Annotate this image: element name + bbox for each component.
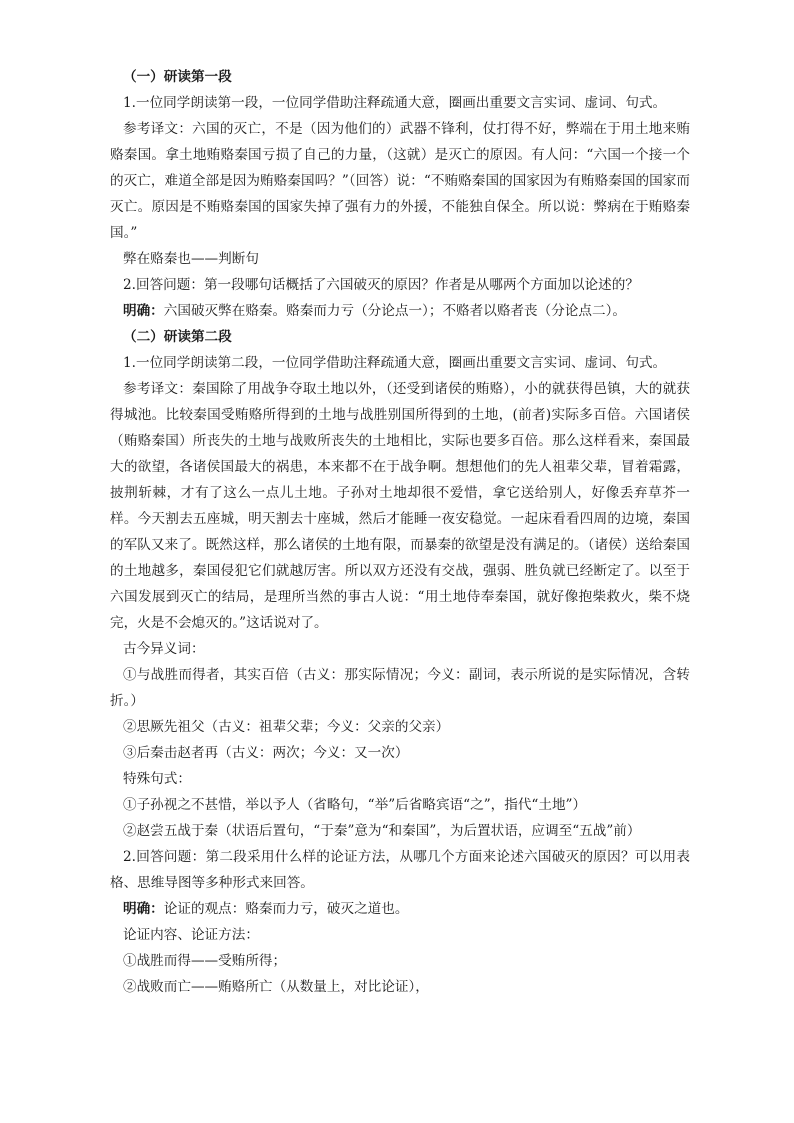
ancient-modern-title: 古今异义词： xyxy=(123,641,205,657)
section-1-task-1: 1.一位同学朗读第一段，一位同学借助注释疏通大意，圈画出重要文言实词、虚词、句式。 xyxy=(123,95,667,111)
answer-label: 明确： xyxy=(123,303,164,319)
ancient-modern-item: ③后秦击赵者再（古义：两次；今义：又一次） xyxy=(123,745,409,761)
answer-text: 论证的观点：赂秦而力亏，破灭之道也。 xyxy=(163,901,409,917)
argument-item: ②战败而亡——贿赂所亡（从数量上，对比论证）， xyxy=(123,979,429,995)
section-2-task-1: 1.一位同学朗读第二段，一位同学借助注释疏通大意，圈画出重要文言实词、虚词、句式。 xyxy=(123,355,667,371)
section-2-translation: 参考译文：秦国除了用战争夺取土地以外，（还受到诸侯的贿赂），小的就获得邑镇，大的就获得城池。比较秦国受贿赂所得到的土地与战胜别国所得到的土地，(前者)实际多百倍。六国诸侯（贿赂秦国）所丧失的土地与战败所丧失的土地相比，实际也要多百倍。那么这样看来，秦国最大的欲望，各诸侯国最大的祸患，本来都不在于战争啊。想想他们的先人祖辈父辈，冒着霜露，披荆斩棘，才有了这么一点儿土地。子孙对土地却很不爱惜，拿它送给别人，好像丢弃草芥一样。今天割去五座城，明天割去十座城，然后才能睡一夜安稳觉。一起床看看四周的边境，秦国的军队又来了。既然这样，那么诸侯的土地有限，而暴秦的欲望是没有满足的。（诸侯）送给秦国的土地越多，秦国侵犯它们就越厉害。所以双方还没有交战，强弱、胜负就已经断定了。以至于六国发展到灭亡的结局，是理所当然的事古人说：“用土地侍奉秦国，就好像抱柴救火，柴不烧完，火是不会熄灭的。”这话说对了。 xyxy=(110,381,690,631)
argument-item: ①战胜而得——受贿所得； xyxy=(123,953,287,969)
special-syntax-item: ①子孙视之不甚惜，举以予人（省略句，“举”后省略宾语“之”，指代“土地”） xyxy=(123,797,587,813)
section-1-sentence-note: 弊在赂秦也——判断句 xyxy=(123,251,259,267)
section-1-answer xyxy=(110,298,690,324)
argument-title: 论证内容、论证方法： xyxy=(123,927,259,943)
answer-text: 六国破灭弊在赂秦。赂秦而力亏（分论点一）；不赂者以赂者丧（分论点二）。 xyxy=(163,303,626,319)
ancient-modern-item: ①与战胜而得者，其实百倍（古义：那实际情况；今义：副词，表示所说的是实际情况，含转折。） xyxy=(110,667,690,709)
section-2-task-2: 2.回答问题：第二段采用什么样的论证方法，从哪几个方面来论述六国破灭的原因？可以用表格、思维导图等多种形式来回答。 xyxy=(110,849,690,891)
special-syntax-item: ②赵尝五战于秦（状语后置句，“于秦”意为“和秦国”，为后置状语，应调至“五战”前） xyxy=(123,823,641,839)
section-1-heading: （一）研读第一段 xyxy=(123,69,232,85)
answer-label: 明确： xyxy=(123,901,164,917)
special-syntax-title: 特殊句式： xyxy=(123,771,191,787)
section-2-answer xyxy=(110,896,690,922)
section-2-heading: （二）研读第二段 xyxy=(123,329,232,345)
ancient-modern-item: ②思厥先祖父（古义：祖辈父辈；今义：父亲的父亲） xyxy=(123,719,450,735)
section-1-task-2: 2.回答问题：第一段哪句话概括了六国破灭的原因？作者是从哪两个方面加以论述的？ xyxy=(123,277,639,293)
document-body xyxy=(110,64,690,1000)
section-1-translation: 参考译文：六国的灭亡，不是（因为他们的）武器不锋利，仗打得不好，弊端在于用土地来贿赂秦国。拿土地贿赂秦国亏损了自己的力量，（这就）是灭亡的原因。有人问：“六国一个接一个的灭亡，难道全部是因为贿赂秦国吗？”（回答）说：“不贿赂秦国的国家因为有贿赂秦国的国家而灭亡。原因是不贿赂秦国的国家失掉了强有力的外援，不能独自保全。所以说：弊病在于贿赂秦国。” xyxy=(110,121,690,241)
